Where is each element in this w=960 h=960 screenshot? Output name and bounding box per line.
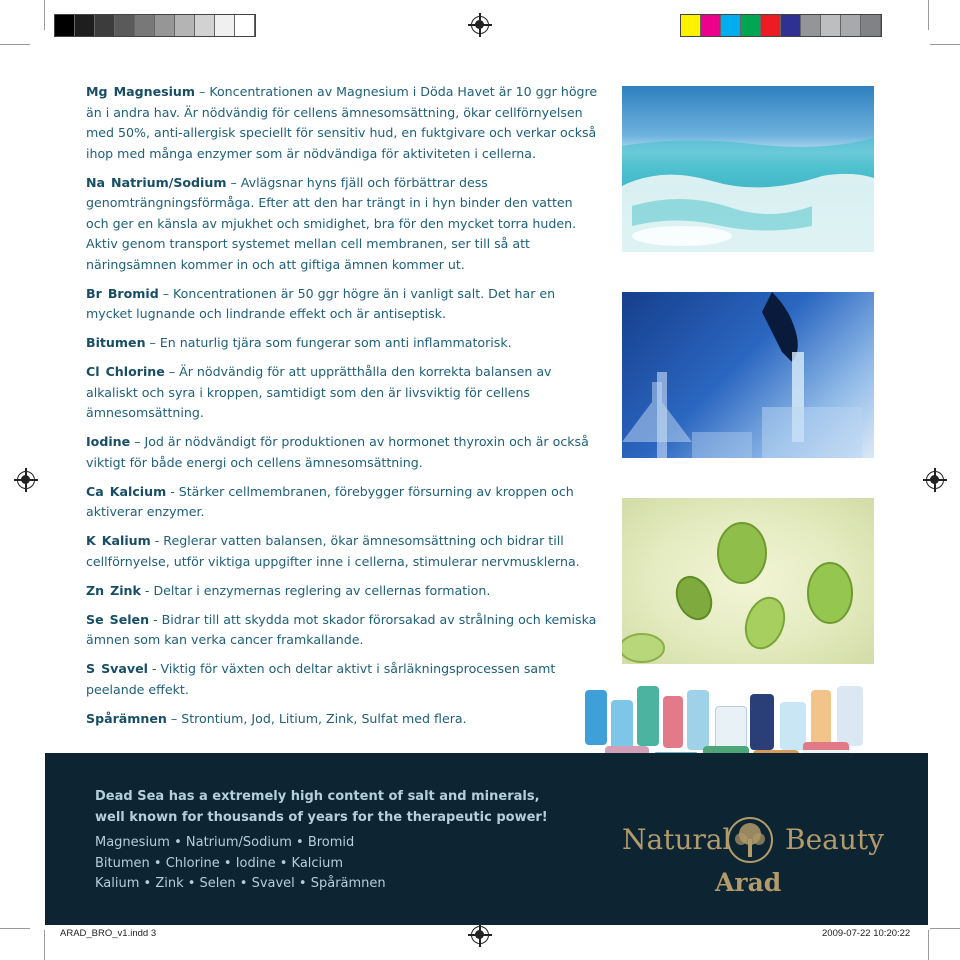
color-swatch	[781, 15, 801, 36]
crop-mark	[930, 928, 960, 929]
mineral-name: Magnesium	[113, 84, 196, 99]
crop-mark	[0, 928, 30, 929]
tree-logo-icon	[725, 815, 775, 865]
color-swatch	[95, 15, 115, 36]
color-swatch	[135, 15, 155, 36]
color-swatch	[55, 15, 75, 36]
mineral-symbol: Ca	[86, 483, 104, 499]
mineral-description: - Stärker cellmembranen, förebygger försurning av kroppen och aktiverar enzymer.	[86, 483, 574, 519]
mineral-entry	[86, 581, 598, 602]
mineral-name: Iodine	[86, 434, 131, 449]
registration-mark-icon	[926, 471, 944, 489]
mineral-symbol: Cl	[86, 364, 100, 379]
mineral-entry	[86, 82, 598, 164]
dead-sea-photo	[622, 86, 874, 252]
mineral-name: Zink	[110, 582, 141, 598]
mineral-symbol: K	[86, 533, 96, 548]
banner-mineral-list	[95, 833, 386, 895]
color-swatch	[761, 15, 781, 36]
crop-mark	[928, 0, 929, 30]
brand-natural: Natural	[622, 823, 732, 856]
process-color-bar	[680, 14, 882, 37]
crop-mark	[930, 44, 960, 45]
mineral-name: Selen	[109, 611, 150, 627]
color-swatch	[741, 15, 761, 36]
registration-mark-icon	[471, 926, 489, 944]
color-swatch	[175, 15, 195, 36]
crop-mark	[0, 44, 30, 45]
color-swatch	[235, 15, 255, 36]
color-swatch	[75, 15, 95, 36]
mineral-name: Svavel	[101, 661, 148, 676]
dead-sea-banner	[45, 753, 928, 925]
mineral-description: Aktiv genom transport systemet mellan cell membranen, ser till så att näringsämnen kommer in och att giftiga ämnen kommer ut.	[86, 236, 530, 272]
mineral-entry	[86, 432, 598, 473]
mineral-symbol: Zn	[86, 582, 105, 598]
mineral-list	[86, 82, 598, 738]
brand-beauty: Beauty	[785, 823, 884, 856]
color-swatch	[821, 15, 841, 36]
color-swatch	[215, 15, 235, 36]
mineral-entry	[86, 482, 598, 523]
mineral-entry	[86, 709, 598, 730]
mineral-name: Kalcium	[109, 483, 167, 499]
color-swatch	[155, 15, 175, 36]
mineral-entry	[86, 610, 598, 651]
mineral-entry	[86, 284, 598, 325]
mineral-entry	[86, 531, 598, 572]
mineral-description: - Deltar i enzymernas reglering av cellernas formation.	[140, 582, 491, 598]
color-swatch	[841, 15, 861, 36]
mineral-description: – Jod är nödvändigt för produktionen av hormonet thyroxin och är också viktigt för både energi och cellens ämnesomsättning.	[86, 434, 589, 470]
mineral-name: Bromid	[107, 285, 159, 301]
color-swatch	[195, 15, 215, 36]
mineral-description: - Bidrar till att skydda mot skador förorsakad av strålning och kemiska ämnen som kan verka cancer framkallande.	[86, 611, 597, 647]
color-swatch	[721, 15, 741, 36]
color-swatch	[701, 15, 721, 36]
mineral-entry	[86, 362, 598, 424]
color-swatch	[861, 15, 881, 36]
mineral-name: Bitumen	[86, 335, 146, 350]
registration-mark-icon	[17, 471, 35, 489]
color-swatch	[801, 15, 821, 36]
mineral-name: Chlorine	[105, 364, 165, 379]
crop-mark	[44, 930, 45, 960]
mineral-entry	[86, 333, 598, 354]
grayscale-color-bar	[54, 14, 256, 37]
mineral-symbol: Se	[86, 611, 104, 627]
mineral-symbol: S	[86, 661, 96, 676]
brand-arad: Arad	[715, 868, 782, 897]
algae-microscope-photo	[622, 498, 874, 664]
mineral-name: Natrium/Sodium	[111, 174, 227, 190]
footer-timestamp: 2009-07-22 10:20:22	[822, 928, 911, 939]
color-swatch	[681, 15, 701, 36]
mineral-description: – Avlägsnar hyns fjäll och förbättrar dess genomträngningsförmåga. Efter att den har trängt in i hyn binder den vatten och ger en känsla av mjukhet och smidighet, bra för den mycket torra huden.	[86, 174, 577, 231]
mineral-description: – Koncentrationen av Magnesium i Döda Havet är 10 ggr högre än i andra hav. Är nödvändig för cellens ämnesomsättning, ökar cellförnyelsen med 50%, anti-allergisk speciellt för sensitiv hud, en fuktgivare och verkar också ihop med många enzymer som är nödvändiga för aktiviteten i cellerna.	[86, 84, 598, 161]
crop-mark	[928, 930, 929, 960]
mineral-name: Kalium	[101, 533, 151, 548]
mineral-description: – Koncentrationen är 50 ggr högre än i vanligt salt. Det har en mycket lugnande och lindrande effekt och är antiseptisk.	[86, 285, 556, 321]
mineral-entry	[86, 659, 598, 700]
banner-mineral-line: Magnesium • Natrium/Sodium • Bromid	[95, 835, 355, 850]
footer-file-name: ARAD_BRO_v1.indd 3	[60, 928, 157, 939]
mineral-name: Spårämnen	[86, 710, 167, 726]
mineral-entry	[86, 173, 598, 276]
banner-mineral-line: Kalium • Zink • Selen • Svavel • Spårämnen	[95, 876, 386, 891]
mineral-description: – En naturlig tjära som fungerar som anti inflammatorisk.	[145, 335, 512, 350]
mineral-description: - Reglerar vatten balansen, ökar ämnesomsättning och bidrar till cellförnyelse, utför viktiga uppgifter inne i cellerna, stimulerar nervmusklerna.	[86, 533, 580, 569]
registration-mark-icon	[471, 16, 489, 34]
mineral-description: – Strontium, Jod, Litium, Zink, Sulfat med flera.	[166, 710, 467, 726]
mineral-symbol: Br	[86, 285, 102, 301]
crop-mark	[44, 0, 45, 30]
banner-headline: Dead Sea has a extremely high content of salt and minerals, well known for thousands of years for the therapeutic power!	[95, 789, 548, 825]
mineral-symbol: Na	[86, 174, 106, 190]
mineral-description: - Viktig för växten och deltar aktivt i sårläkningsprocessen samt peelande effekt.	[86, 661, 556, 697]
mineral-symbol: Mg	[86, 84, 108, 99]
laboratory-photo	[622, 292, 874, 458]
color-swatch	[115, 15, 135, 36]
mineral-description: – Är nödvändig för att upprätthålla den korrekta balansen av alkaliskt och syra i kroppen, samtidigt som den är livsviktig för cellens ämnesomsättning.	[86, 364, 552, 420]
banner-mineral-line: Bitumen • Chlorine • Iodine • Kalcium	[95, 855, 344, 871]
